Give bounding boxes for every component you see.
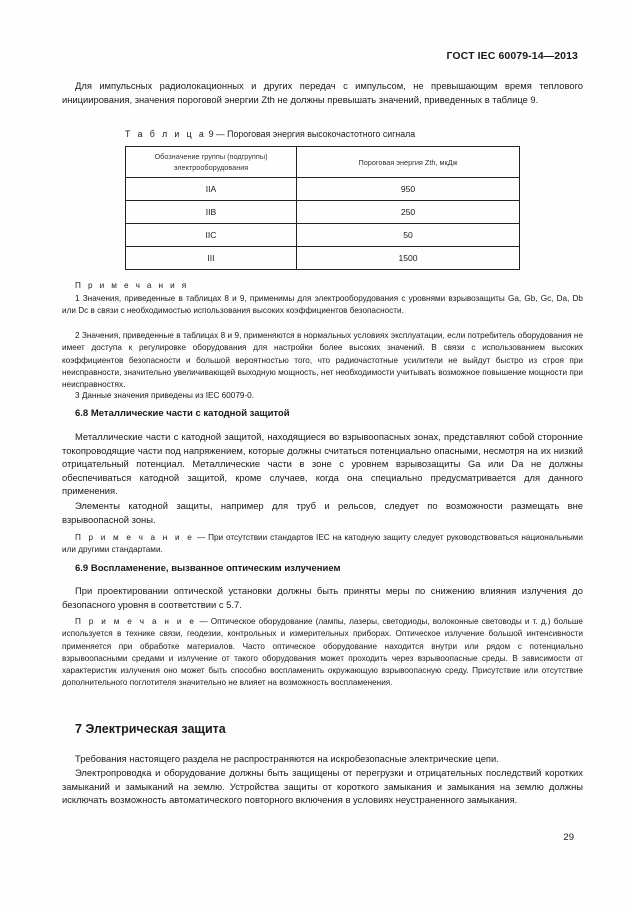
table-cell-group: IIA: [126, 178, 297, 201]
notes-title: П р и м е ч а н и я: [75, 281, 189, 290]
section-6-9-paragraph: При проектировании оптической установки должны быть приняты меры по снижению влияния излучения до безопасного уровня в соответствии с 5.7.: [62, 585, 583, 610]
page-number: 29: [563, 832, 574, 843]
table-cell-value: 1500: [297, 247, 520, 270]
document-header: ГОСТ IEC 60079-14—2013: [446, 50, 578, 62]
section-6-9-note: П р и м е ч а н и е — Оптическое оборудование (лампы, лазеры, светодиоды, волоконные световоды и т. д.) больше используется в технике связи, геодезии, контрольных и измерительных приборах. Оптическое излучение большой интенсивности применяется при обработке материалов. Часто оптическое оборудование находится внутри или рядом с потенциально взрывоопасными средами и излучение от такого оборудования может проходить через взрывоопасные среды. В зависимости от характеристик излучения оно может быть способно воспламенить окружающую взрывоопасную среду. Присутствие или отсутствие дополнительного поглотителя значительно не влияет на возможность воспламенения.: [62, 617, 583, 688]
col-header-group: Обозначение группы (подгруппы) электрооборудования: [126, 147, 297, 178]
table-caption: [125, 129, 415, 139]
section-6-8-heading: 6.8 Металлические части с катодной защитой: [75, 408, 290, 419]
table-caption-label: Т а б л и ц а: [125, 129, 207, 139]
table-cell-group: IIB: [126, 201, 297, 224]
intro-paragraph: Для импульсных радиолокационных и других передач с импульсом, не превышающим время теплового инициирования, значения пороговой энергии Zth не должны превышать значений, приведенных в таблице 9.: [62, 80, 583, 105]
table-cell-value: 250: [297, 201, 520, 224]
table-row: [126, 224, 520, 247]
table-cell-value: 950: [297, 178, 520, 201]
section-7-paragraph-1: Требования настоящего раздела не распространяются на искробезопасные электрические цепи.: [75, 753, 499, 764]
table-header-row: [126, 147, 520, 178]
table-caption-text: 9 — Пороговая энергия высокочастотного сигнала: [206, 129, 416, 139]
table-row: [126, 247, 520, 270]
col-header-energy: Пороговая энергия Zth, мкДж: [297, 147, 520, 178]
section-6-8-note: П р и м е ч а н и е — При отсутствии стандартов IEC на катодную защиту следует руководствоваться национальными или другими стандартами.: [62, 533, 583, 555]
section-7-paragraph-2: Электропроводка и оборудование должны быть защищены от перегрузки и отрицательных последствий коротких замыканий и замыканий на землю. Устройства защиты от короткого замыкания и замыкания на землю должны исключать возможность автоматического повторного включения в условиях неустраненного замыкания.: [62, 767, 583, 806]
table-cell-value: 50: [297, 224, 520, 247]
section-6-8-paragraph-1: Металлические части с катодной защитой, находящиеся во взрывоопасных зонах, представляют собой сторонние токопроводящие части под напряжением, которые должны считаться потенциально опасными, несмотря на их низкий отрицательный потенциал. Металлические части в зоне с уровнем взрывозащиты Ga или Da не должны обеспечиваться катодной защитой, кроме случаев, когда она специально предусматривается для данного применения.: [62, 431, 583, 497]
section-6-9-heading: 6.9 Воспламенение, вызванное оптическим излучением: [75, 563, 341, 574]
note-2: 2 Значения, приведенные в таблицах 8 и 9, применяются в нормальных условиях эксплуатации, если потребитель оборудования не имеет доступа к регулировке оборудования для настройки более высоких значений. В связи с использованием высоких коэффициентов безопасности и большой вероятностью того, что радиочастотные усилители не выйдут быстро из строя при неисправности, значительно увеличивающей выходную мощность, нет необходимости учитывать возможное повышение мощности при неисправностях.: [62, 331, 583, 390]
threshold-energy-table: [125, 146, 520, 270]
note-3: 3 Данные значения приведены из IEC 60079-0.: [75, 391, 255, 400]
note-1: 1 Значения, приведенные в таблицах 8 и 9, применимы для электрооборудования с уровнями взрывозащиты Ga, Gb, Gc, Da, Db или Dc в связи с необходимостью использования высоких коэффициентов безопасности.: [62, 294, 583, 316]
table-cell-group: IIC: [126, 224, 297, 247]
table-cell-group: III: [126, 247, 297, 270]
section-6-8-paragraph-2: Элементы катодной защиты, например для труб и рельсов, следует по возможности размещать вне взрывоопасной зоны.: [62, 500, 583, 525]
table-row: [126, 201, 520, 224]
table-row: [126, 178, 520, 201]
section-7-heading: 7 Электрическая защита: [75, 722, 226, 736]
